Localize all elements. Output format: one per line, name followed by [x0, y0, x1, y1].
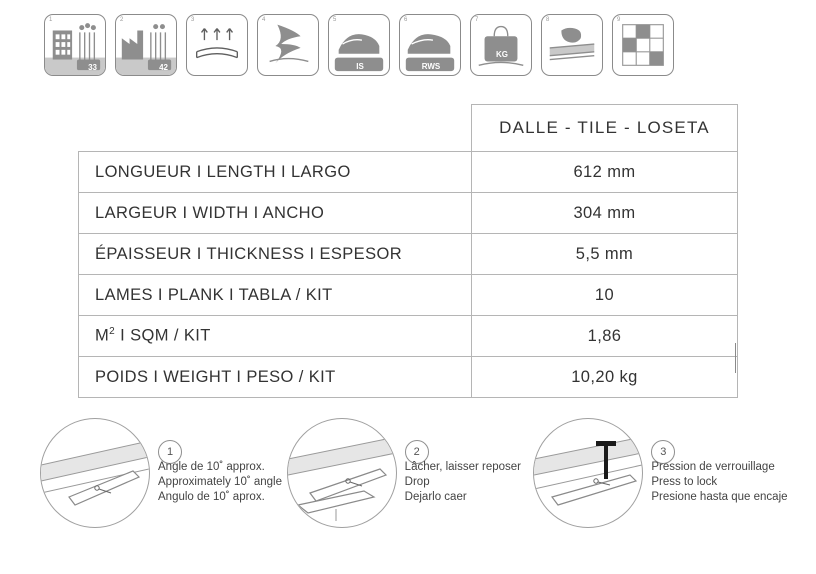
- step-1-caption-fr: Angle de 10˚ approx.: [158, 461, 265, 473]
- tile-pattern-glyph: [613, 15, 673, 75]
- row-label: POIDS I WEIGHT I PESO / KIT: [79, 357, 472, 398]
- table-edge-mark: [735, 343, 736, 373]
- heavy-load-glyph: [471, 15, 531, 75]
- table-header-blank-cell: [79, 105, 472, 152]
- row-value: 304 mm: [472, 193, 738, 234]
- heavy-load-badge: KG: [496, 50, 508, 59]
- step-1-caption-en: Approximately 10˚ angle: [158, 476, 283, 488]
- row-label-prefix: M: [95, 326, 110, 345]
- icon-corner-number: 5: [333, 17, 337, 23]
- underfloor-heating-glyph: [187, 15, 247, 75]
- slip-resistance-is-icon: [328, 14, 390, 76]
- installation-step-3: [533, 412, 788, 532]
- water-resistant-icon: [257, 14, 319, 76]
- step-1-number: 1: [158, 440, 182, 464]
- row-label-superscript: 2: [109, 326, 116, 338]
- step-3-caption-es: Presione hasta que encaje: [651, 491, 788, 503]
- table-row: [79, 234, 738, 275]
- row-label: LONGUEUR I LENGTH I LARGO: [79, 152, 472, 193]
- table-header-row: [79, 105, 738, 152]
- table-row: [79, 152, 738, 193]
- comfort-underfoot-icon: [541, 14, 603, 76]
- icon-corner-number: 6: [404, 17, 408, 23]
- product-symbols-strip: [44, 14, 674, 76]
- commercial-use-icon: [115, 14, 177, 76]
- icon-corner-number: 4: [262, 17, 266, 23]
- icon-corner-number: 2: [120, 17, 124, 23]
- row-label: ÉPAISSEUR I THICKNESS I ESPESOR: [79, 234, 472, 275]
- step-3-diagram: [534, 419, 642, 527]
- installation-step-2: [287, 412, 534, 532]
- comfort-underfoot-glyph: [542, 15, 602, 75]
- wear-resistance-badge: RWS: [421, 62, 441, 71]
- heavy-load-kg-icon: [470, 14, 532, 76]
- step-3-caption: [651, 460, 791, 505]
- step-2-illustration: [287, 418, 397, 528]
- step-2-caption-es: Dejarlo caer: [404, 491, 467, 503]
- row-value: 10: [472, 275, 738, 316]
- specification-table: [78, 104, 738, 398]
- residential-use-icon: [44, 14, 106, 76]
- step-1-caption: [158, 460, 293, 505]
- row-label: LARGEUR I WIDTH I ANCHO: [79, 193, 472, 234]
- residential-class-badge: 33: [88, 63, 97, 72]
- step-1-illustration: [40, 418, 150, 528]
- icon-corner-number: 8: [546, 17, 550, 23]
- row-value: 10,20 kg: [472, 357, 738, 398]
- table-row: [79, 357, 738, 398]
- step-3-illustration: [533, 418, 643, 528]
- step-1-diagram: [41, 419, 149, 527]
- table-header-cell: DALLE - TILE - LOSETA: [472, 105, 738, 152]
- step-3-caption-en: Press to lock: [651, 476, 718, 488]
- row-value: 1,86: [472, 316, 738, 357]
- row-label: LAMES I PLANK I TABLA / KIT: [79, 275, 472, 316]
- step-2-number: 2: [405, 440, 429, 464]
- icon-corner-number: 3: [191, 17, 195, 23]
- slip-resistance-badge: IS: [356, 62, 364, 71]
- installation-steps: [40, 412, 788, 532]
- step-2-caption-en: Drop: [404, 476, 430, 488]
- table-row: [79, 275, 738, 316]
- wear-resistance-rws-icon: [399, 14, 461, 76]
- water-resistant-glyph: [258, 15, 318, 75]
- row-label-suffix: I SQM / KIT: [115, 326, 211, 345]
- icon-corner-number: 9: [617, 17, 621, 23]
- commercial-class-badge: 42: [159, 63, 168, 72]
- icon-corner-number: 7: [475, 17, 479, 23]
- step-1-caption-es: Angulo de 10˚ aprox.: [158, 491, 265, 503]
- underfloor-heating-icon: [186, 14, 248, 76]
- icon-corner-number: 1: [49, 17, 53, 23]
- table-row: [79, 193, 738, 234]
- table-row: [79, 316, 738, 357]
- step-2-diagram: [288, 419, 396, 527]
- row-label: [79, 316, 472, 357]
- row-value: 612 mm: [472, 152, 738, 193]
- step-2-caption: [405, 460, 540, 505]
- row-value: 5,5 mm: [472, 234, 738, 275]
- step-2-caption-fr: Lâcher, laisser reposer: [404, 461, 522, 473]
- step-3-number: 3: [651, 440, 675, 464]
- step-3-caption-fr: Pression de verrouillage: [651, 461, 775, 473]
- tile-pattern-icon: [612, 14, 674, 76]
- installation-step-1: [40, 412, 287, 532]
